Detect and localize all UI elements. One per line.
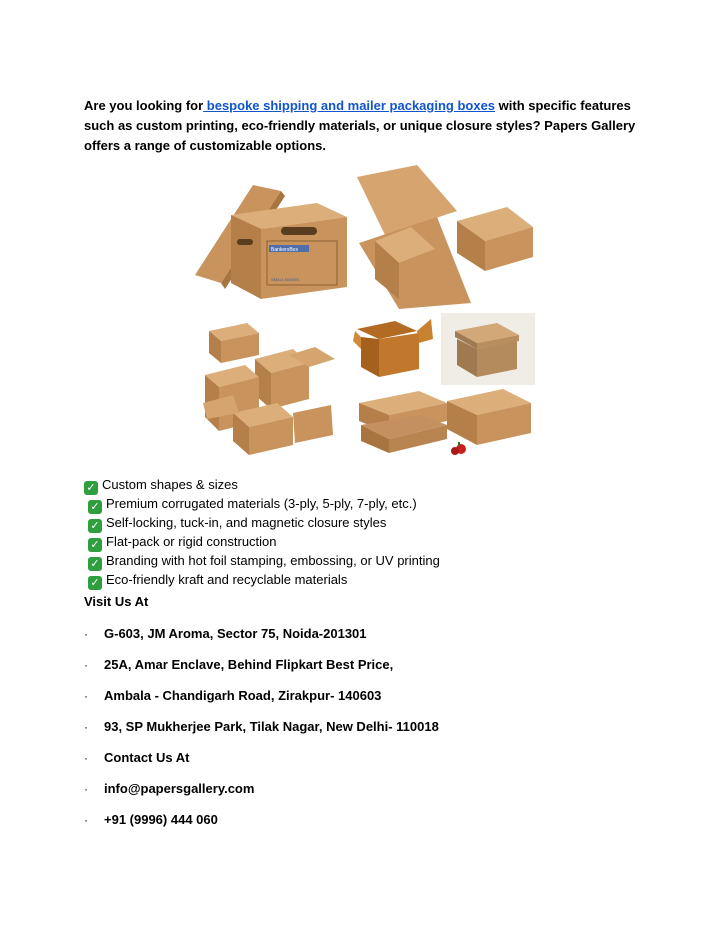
bullet-icon: · — [84, 658, 88, 672]
feature-text: Custom shapes & sizes — [102, 477, 238, 492]
checkmark-icon: ✓ — [88, 519, 102, 533]
bullet-icon: · — [84, 627, 88, 641]
phone-text: +91 (9996) 444 060 — [104, 812, 218, 827]
feature-item — [84, 476, 440, 495]
checkmark-icon: ✓ — [88, 557, 102, 571]
email-line — [84, 781, 254, 796]
bullet-icon: · — [84, 720, 88, 734]
feature-item — [84, 514, 440, 533]
banker-box-photo — [185, 163, 349, 308]
feature-item — [84, 571, 440, 590]
address-line — [84, 657, 393, 672]
intro-suffix: with specific features such as custom printing, eco-friendly materials, or unique closure styles? Papers Gallery offers a range of customizable options. — [84, 98, 636, 153]
lidded-box-photo — [441, 313, 535, 385]
open-box-photo — [353, 313, 437, 385]
address-text: Ambala - Chandigarh Road, Zirakpur- 140603 — [104, 688, 382, 703]
address-text: G-603, JM Aroma, Sector 75, Noida-201301 — [104, 626, 367, 641]
contact-heading — [84, 750, 189, 765]
feature-item — [84, 533, 440, 552]
address-line — [84, 626, 367, 641]
feature-item — [84, 552, 440, 571]
address-line — [84, 688, 381, 703]
bullet-icon: · — [84, 782, 88, 796]
intro-paragraph — [84, 96, 644, 156]
features-list — [84, 476, 440, 590]
checkmark-icon: ✓ — [88, 538, 102, 552]
packaging-boxes-collage — [185, 163, 535, 459]
address-line — [84, 719, 439, 734]
address-text: 93, SP Mukherjee Park, Tilak Nagar, New Delhi- 110018 — [104, 719, 439, 734]
feature-text: Branding with hot foil stamping, embossing, or UV printing — [106, 553, 440, 568]
bullet-icon: · — [84, 813, 88, 827]
intro-prefix: Are you looking for — [84, 98, 204, 113]
feature-item — [84, 495, 440, 514]
email-text: info@papersgallery.com — [104, 781, 255, 796]
phone-line — [84, 812, 218, 827]
box-side-text: SMALL BOXES — [271, 277, 299, 282]
bullet-icon: · — [84, 751, 88, 765]
bespoke-boxes-link[interactable]: bespoke shipping and mailer packaging boxes — [203, 98, 496, 113]
flat-mailers-photo — [353, 389, 535, 459]
checkmark-icon: ✓ — [88, 576, 102, 590]
box-brand-label: BankersBox — [271, 247, 298, 253]
feature-text: Eco-friendly kraft and recyclable materials — [106, 572, 348, 587]
stacked-boxes-photo — [185, 313, 349, 459]
contact-heading-text: Contact Us At — [104, 750, 190, 765]
address-text: 25A, Amar Enclave, Behind Flipkart Best Price, — [104, 657, 394, 672]
checkmark-icon: ✓ — [88, 500, 102, 514]
feature-text: Self-locking, tuck-in, and magnetic closure styles — [106, 515, 387, 530]
feature-text: Premium corrugated materials (3-ply, 5-ply, 7-ply, etc.) — [106, 496, 417, 511]
visit-heading: Visit Us At — [84, 594, 149, 609]
checkmark-icon: ✓ — [84, 481, 98, 495]
feature-text: Flat-pack or rigid construction — [106, 534, 277, 549]
bullet-icon: · — [84, 689, 88, 703]
mailer-boxes-photo — [353, 163, 535, 309]
